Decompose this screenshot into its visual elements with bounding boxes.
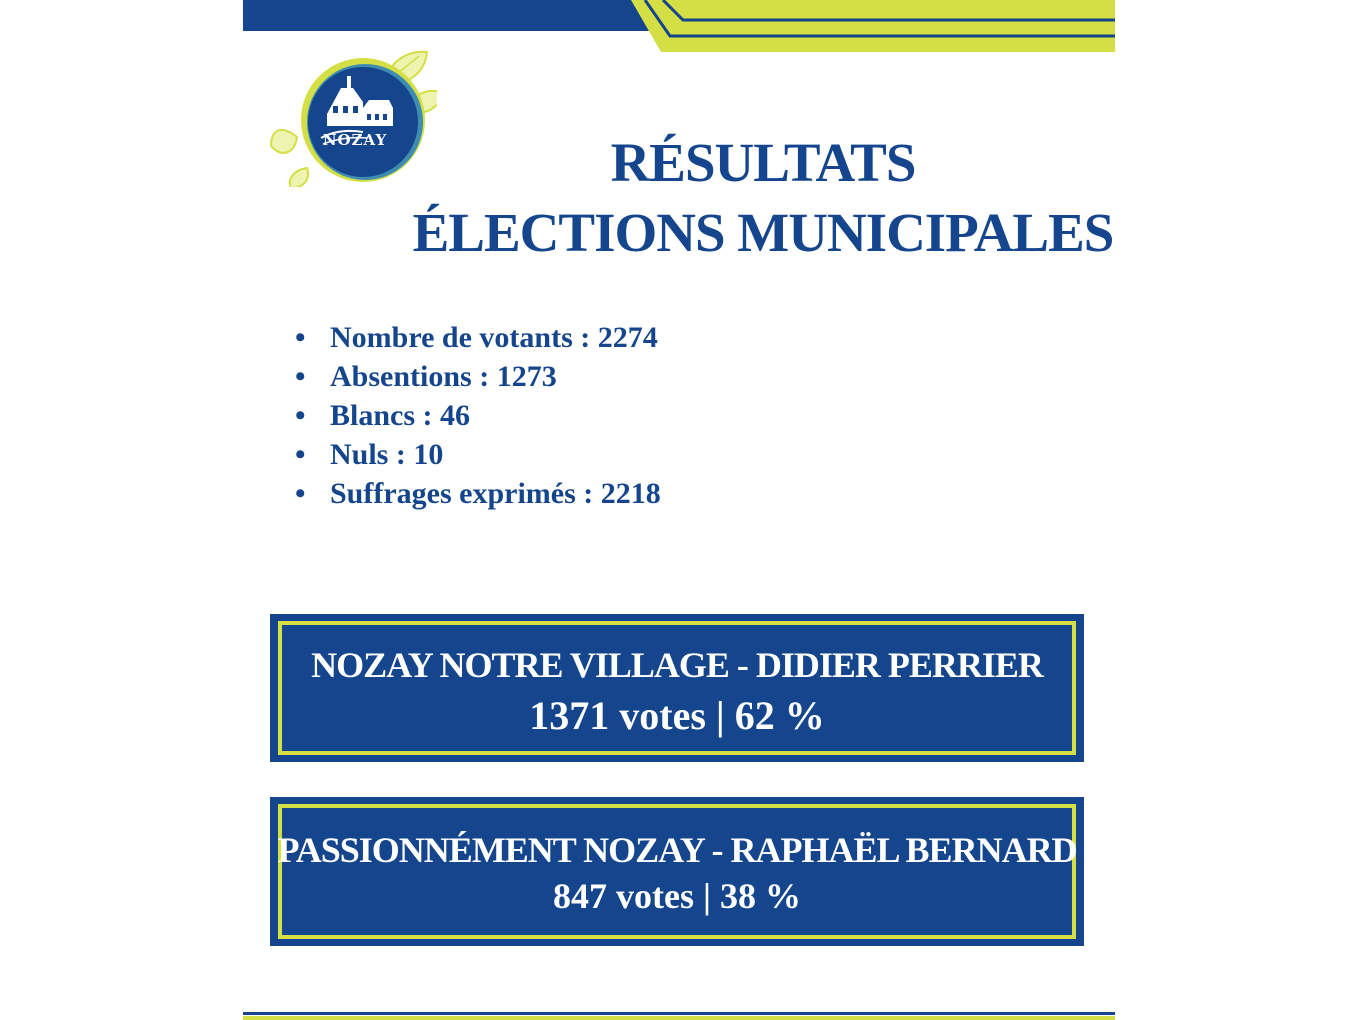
- bullet-icon: •: [295, 438, 306, 471]
- result-list-name: PASSIONNÉMENT NOZAY - RAPHAËL BERNARD: [277, 830, 1077, 870]
- stats-item: [293, 357, 661, 396]
- title-line-1: RÉSULTATS: [610, 132, 916, 193]
- stats-list: [293, 318, 661, 513]
- bullet-icon: •: [295, 477, 306, 510]
- logo-text: NOZAY: [322, 131, 388, 149]
- result-box-list-1: [270, 614, 1084, 762]
- stats-item: [293, 474, 661, 513]
- bullet-icon: •: [295, 399, 306, 432]
- result-score: 1371 votes | 62 %: [529, 693, 825, 738]
- stats-item-label: Nombre de votants : 2274: [330, 321, 658, 354]
- stats-item: [293, 318, 661, 357]
- results-poster: [243, 0, 1115, 1020]
- stats-item-label: Suffrages exprimés : 2218: [330, 477, 661, 510]
- result-list-name: NOZAY NOTRE VILLAGE - DIDIER PERRIER: [311, 645, 1043, 685]
- bullet-icon: •: [295, 321, 306, 354]
- title-line-2: ÉLECTIONS MUNICIPALES: [412, 202, 1114, 263]
- stats-item-label: Absentions : 1273: [330, 360, 557, 393]
- bottom-decorative-band: [243, 1012, 1115, 1020]
- stats-item-label: Nuls : 10: [330, 438, 444, 471]
- result-box-list-2: [270, 797, 1084, 946]
- stats-item: [293, 396, 661, 435]
- result-score: 847 votes | 38 %: [553, 876, 801, 916]
- stats-item-label: Blancs : 46: [330, 399, 471, 432]
- bullet-icon: •: [295, 360, 306, 393]
- page-title: [393, 128, 1115, 268]
- stats-item: [293, 435, 661, 474]
- result-box-frame: [278, 804, 1076, 939]
